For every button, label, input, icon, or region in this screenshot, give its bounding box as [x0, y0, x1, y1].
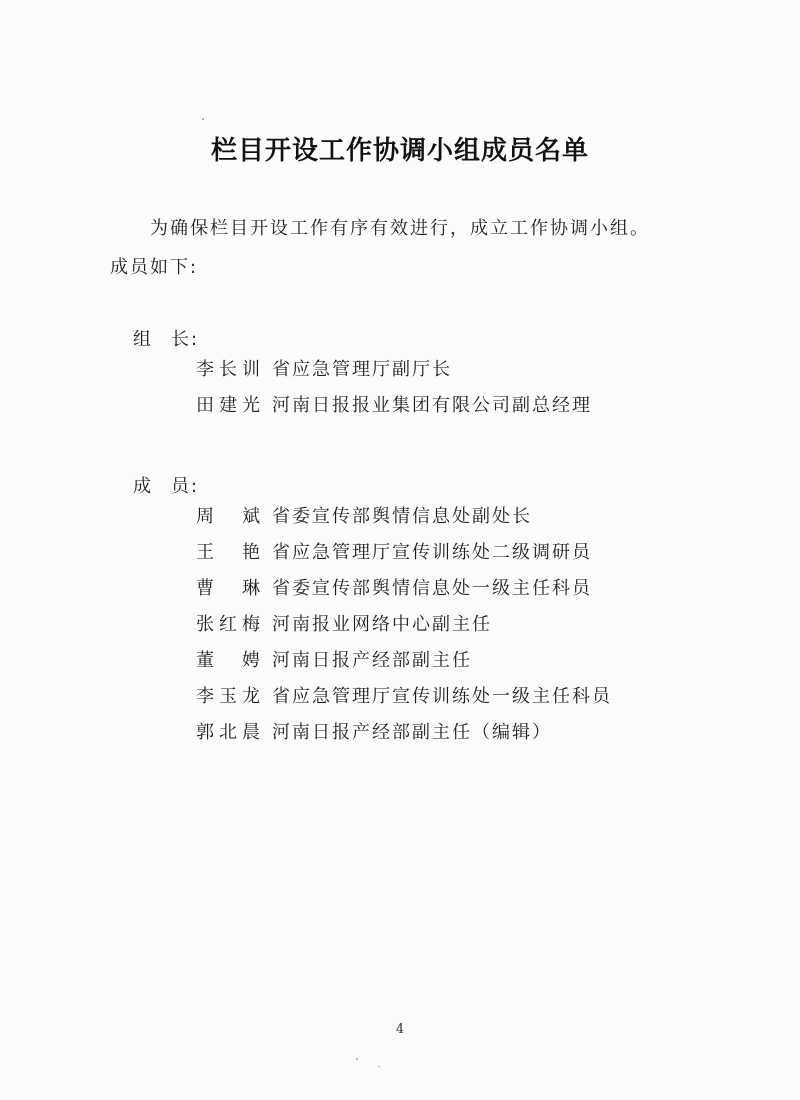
member-name: 曹琳: [196, 578, 262, 599]
leader-row: [196, 358, 592, 394]
member-name: 周斌: [196, 506, 262, 527]
member-name: 董娉: [196, 650, 262, 671]
member-position: 省委宣传部舆情信息处一级主任科员: [272, 578, 592, 599]
scan-speck: [202, 118, 204, 120]
member-position: 河南日报产经部副主任: [272, 650, 472, 671]
leader-name: 李长训: [196, 359, 262, 380]
members-label-char: 成: [133, 476, 153, 497]
page-number: 4: [395, 1022, 405, 1037]
member-name: 郭北晨: [196, 722, 262, 743]
member-name: 李玉龙: [196, 686, 262, 707]
member-row: [196, 721, 612, 757]
member-position: 省应急管理厅宣传训练处二级调研员: [272, 542, 592, 563]
leader-row: [196, 394, 592, 430]
scan-speck: [356, 1058, 358, 1060]
member-row: [196, 613, 612, 649]
members-list: [196, 505, 612, 757]
leader-position: 省应急管理厅副厅长: [272, 359, 452, 380]
member-row: [196, 505, 612, 541]
member-row: [196, 541, 612, 577]
member-position: 河南报业网络中心副主任: [272, 614, 492, 635]
scan-speck: [378, 1066, 380, 1067]
member-row: [196, 649, 612, 685]
intro-paragraph-line2: 成员如下:: [110, 257, 199, 278]
members-label-rest: 员:: [171, 476, 200, 497]
intro-paragraph-line1: 为确保栏目开设工作有序有效进行，成立工作协调小组。: [150, 218, 650, 239]
leader-name: 田建光: [196, 395, 262, 416]
member-position: 河南日报产经部副主任（编辑）: [272, 722, 552, 743]
leaders-list: [196, 358, 592, 430]
member-name: 张红梅: [196, 614, 262, 635]
leaders-label-rest: 长:: [171, 329, 200, 350]
page-title: 栏目开设工作协调小组成员名单: [210, 136, 589, 166]
members-section-label: [133, 472, 199, 498]
member-row: [196, 685, 612, 721]
leaders-section-label: [133, 325, 199, 351]
member-row: [196, 577, 612, 613]
leader-position: 河南日报报业集团有限公司副总经理: [272, 395, 592, 416]
member-name: 王艳: [196, 542, 262, 563]
member-position: 省应急管理厅宣传训练处一级主任科员: [272, 686, 612, 707]
leaders-label-char: 组: [133, 329, 153, 350]
member-position: 省委宣传部舆情信息处副处长: [272, 506, 532, 527]
